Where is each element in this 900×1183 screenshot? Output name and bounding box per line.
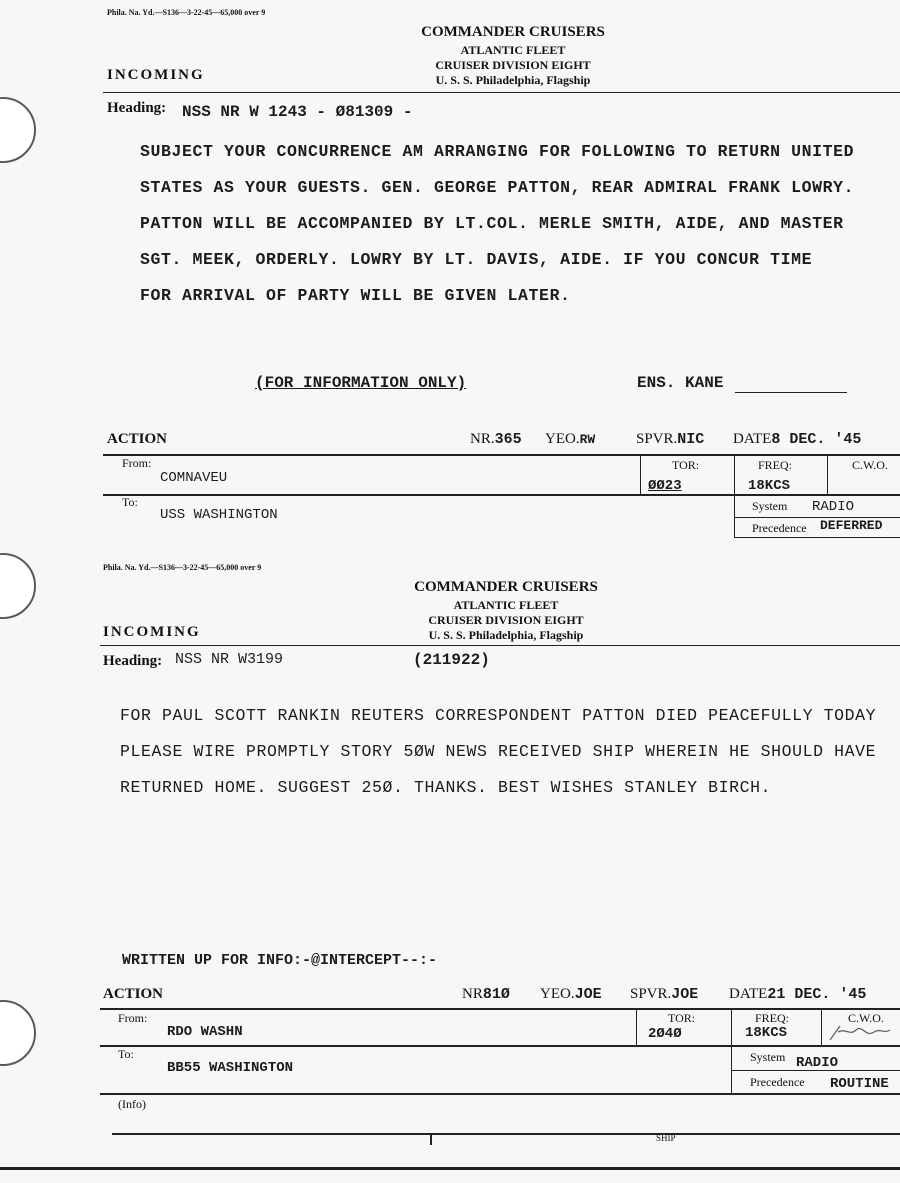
header-flagship: U. S. S. Philadelphia, Flagship xyxy=(435,73,591,87)
freq-value: 18KCS xyxy=(745,1025,788,1041)
tor-value: ØØ23 xyxy=(648,478,682,494)
tor-value: 2Ø4Ø xyxy=(648,1026,682,1042)
precedence-label: Precedence xyxy=(750,1075,805,1089)
spvr-label: SPVR. xyxy=(630,986,672,1002)
form-number: Phila. Na. Yd.—S136—3-22-45—65,000 over 9 xyxy=(107,8,266,17)
spvr-value: NIC xyxy=(677,431,705,448)
yeo-label: YEO. xyxy=(545,431,580,447)
table-mid-rule xyxy=(103,494,900,496)
incoming-label: INCOMING xyxy=(103,624,201,640)
yeo-value: RW xyxy=(579,432,596,447)
message-line: PATTON WILL BE ACCOMPANIED BY LT.COL. MERLE SMITH, AIDE, AND MASTER xyxy=(140,214,844,233)
divider xyxy=(103,92,900,93)
message-line: FOR ARRIVAL OF PARTY WILL BE GIVEN LATER. xyxy=(140,286,571,305)
message-line: SGT. MEEK, ORDERLY. LOWRY BY LT. DAVIS, AIDE. IF YOU CONCUR TIME xyxy=(140,250,813,269)
signature: ENS. KANE xyxy=(637,374,724,392)
table-divider xyxy=(731,1009,732,1093)
to-value: USS WASHINGTON xyxy=(160,507,278,523)
cwo-initials-scribble xyxy=(826,1022,896,1044)
form-number: Phila. Na. Yd.—S136—3-22-45—65,000 over 9 xyxy=(103,563,262,572)
message-line: RETURNED HOME. SUGGEST 25Ø. THANKS. BEST WISHES STANLEY BIRCH. xyxy=(120,778,772,797)
yeo-label: YEO. xyxy=(540,986,575,1002)
table-bottom-rule xyxy=(100,1093,900,1095)
divider xyxy=(100,645,900,646)
precedence-label: Precedence xyxy=(752,521,807,535)
from-label: From: xyxy=(122,456,152,470)
freq-label: FREQ: xyxy=(758,458,793,472)
freq-value: 18KCS xyxy=(748,478,791,494)
table-bottom-rule xyxy=(735,537,900,538)
spvr-field xyxy=(636,431,704,448)
header-title: COMMANDER CRUISERS xyxy=(414,579,598,595)
cwo-label: C.W.O. xyxy=(852,458,888,472)
table-rule xyxy=(732,1070,900,1071)
nr-field xyxy=(470,431,522,448)
system-value: RADIO xyxy=(796,1055,839,1071)
yeo-field xyxy=(545,431,595,448)
spvr-label: SPVR. xyxy=(636,431,678,447)
action-label: ACTION xyxy=(103,986,164,1002)
to-value: BB55 WASHINGTON xyxy=(167,1060,294,1076)
message-line: PLEASE WIRE PROMPTLY STORY 5ØW NEWS RECEIVED SHIP WHEREIN HE SHOULD HAVE xyxy=(120,742,877,761)
page-bottom-edge xyxy=(0,1167,900,1170)
table-divider xyxy=(640,455,641,495)
from-value: COMNAVEU xyxy=(160,470,228,486)
from-value: RDO WASHN xyxy=(167,1024,243,1040)
nr-value: 365 xyxy=(494,431,522,448)
system-label: System xyxy=(750,1050,786,1064)
nr-label: NR xyxy=(462,986,483,1002)
date-value: 21 DEC. '45 xyxy=(767,986,867,1003)
info-label: (Info) xyxy=(118,1097,146,1111)
message-line: FOR PAUL SCOTT RANKIN REUTERS CORRESPONDENT PATTON DIED PEACEFULLY TODAY xyxy=(120,706,877,725)
table-divider xyxy=(636,1009,637,1046)
heading-value: NSS NR W 1243 - Ø81309 - xyxy=(182,103,413,121)
table-divider xyxy=(430,1133,432,1145)
message-line: STATES AS YOUR GUESTS. GEN. GEORGE PATTON, REAR ADMIRAL FRANK LOWRY. xyxy=(140,178,855,197)
punch-hole xyxy=(0,553,36,619)
freq-label: FREQ: xyxy=(755,1011,790,1025)
yeo-field xyxy=(540,986,602,1003)
header-title: COMMANDER CRUISERS xyxy=(421,24,605,40)
system-value: RADIO xyxy=(812,499,855,515)
yeo-value: JOE xyxy=(574,986,602,1003)
table-divider xyxy=(827,455,828,495)
date-field xyxy=(729,986,866,1003)
header-division: CRUISER DIVISION EIGHT xyxy=(435,58,591,72)
written-up-note: WRITTEN UP FOR INFO:-@INTERCEPT--:- xyxy=(122,952,438,969)
cwo-label: C.W.O. xyxy=(848,1011,884,1025)
table-top-rule xyxy=(100,1008,900,1010)
date-label: DATE xyxy=(733,431,772,447)
signature-line xyxy=(735,392,847,393)
to-label: To: xyxy=(122,495,138,509)
message-line: SUBJECT YOUR CONCURRENCE AM ARRANGING FOR FOLLOWING TO RETURN UNITED xyxy=(140,142,855,161)
date-value: 8 DEC. '45 xyxy=(771,431,862,448)
table-divider xyxy=(734,455,735,538)
header-fleet: ATLANTIC FLEET xyxy=(460,43,566,57)
nr-field xyxy=(462,986,510,1003)
spvr-field xyxy=(630,986,698,1003)
heading-label: Heading: xyxy=(107,100,167,116)
tor-label: TOR: xyxy=(672,458,700,472)
partial-label: SHIP xyxy=(656,1133,676,1141)
table-rule xyxy=(112,1133,900,1135)
from-label: From: xyxy=(118,1011,148,1025)
heading-dtg: (211922) xyxy=(413,651,490,669)
spvr-value: JOE xyxy=(671,986,699,1003)
table-divider xyxy=(821,1009,822,1046)
info-only-note: (FOR INFORMATION ONLY) xyxy=(255,374,467,392)
to-label: To: xyxy=(118,1047,134,1061)
date-field xyxy=(733,431,861,448)
header-division: CRUISER DIVISION EIGHT xyxy=(428,613,584,627)
tor-label: TOR: xyxy=(668,1011,696,1025)
table-top-rule xyxy=(103,454,900,456)
punch-hole xyxy=(0,97,36,163)
incoming-label: INCOMING xyxy=(107,67,205,83)
action-label: ACTION xyxy=(107,431,168,447)
heading-label: Heading: xyxy=(103,653,163,669)
table-mid-rule xyxy=(100,1045,900,1047)
nr-label: NR. xyxy=(470,431,495,447)
nr-value: 81Ø xyxy=(482,986,510,1003)
header-flagship: U. S. S. Philadelphia, Flagship xyxy=(428,628,584,642)
system-label: System xyxy=(752,499,788,513)
date-label: DATE xyxy=(729,986,768,1002)
header-fleet: ATLANTIC FLEET xyxy=(453,598,559,612)
punch-hole xyxy=(0,1000,36,1066)
precedence-value: DEFERRED xyxy=(820,518,883,533)
precedence-value: ROUTINE xyxy=(830,1076,889,1092)
heading-value: NSS NR W3199 xyxy=(175,651,284,668)
